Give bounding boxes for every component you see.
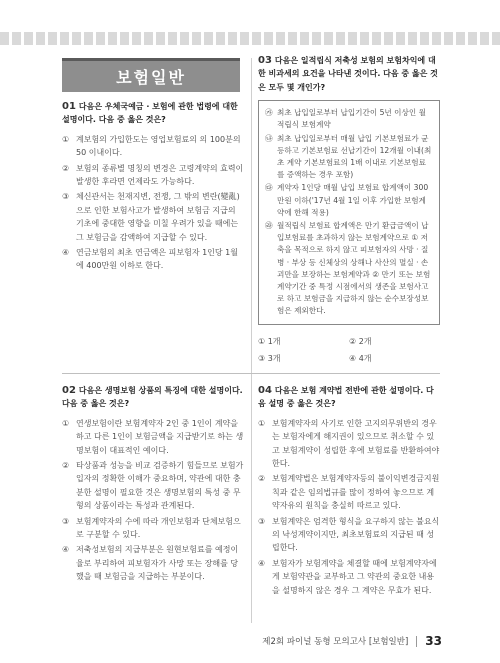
answer-choice — [349, 352, 440, 365]
page-number: 33 — [425, 634, 442, 648]
question-04 — [258, 384, 440, 599]
option — [62, 515, 244, 542]
condition-mark: ㉰ — [265, 183, 273, 193]
option — [62, 162, 244, 189]
option-mark: ④ — [258, 558, 266, 568]
question-01 — [62, 100, 244, 275]
option-mark: ① — [62, 418, 70, 428]
header-stripe — [0, 32, 500, 45]
option — [258, 515, 440, 555]
answer-choices — [258, 335, 440, 366]
question-02 — [62, 384, 244, 586]
answer-mark: ② — [349, 336, 357, 346]
option-mark: ② — [62, 163, 70, 173]
option-mark: ③ — [62, 192, 70, 202]
footer-separator — [416, 636, 417, 647]
condition-mark: ㉮ — [265, 108, 273, 118]
question-stem — [258, 54, 440, 94]
option — [258, 417, 440, 471]
answer-choice — [258, 335, 349, 348]
condition-mark: ㉱ — [265, 221, 273, 231]
option-mark: ① — [258, 418, 266, 428]
option-mark: ① — [62, 134, 70, 144]
option-text: 보험계약법은 보험계약자등의 불이익변경금지원칙과 같은 임의법규를 많이 정하여 놓으므로 계약자유의 원칙을 충실히 따르고 있다. — [272, 474, 440, 511]
option — [62, 246, 244, 273]
question-text: 다음은 우체국예금 · 보험에 관한 법령에 대한 설명이다. 다음 중 옳은 것은? — [62, 102, 238, 125]
option — [258, 557, 440, 597]
footer-exam-title: 제2회 파이널 동형 모의고사 [보험일반] — [262, 637, 409, 647]
option-list — [62, 133, 244, 273]
answer-mark: ① — [258, 336, 266, 346]
question-stem — [62, 384, 244, 411]
question-text: 다음은 생명보험 상품의 특징에 대한 설명이다. 다음 중 옳은 것은? — [62, 386, 243, 409]
option-text: 보험자가 보험계약을 체결할 때에 보험계약자에게 보험약관을 교부하고 그 약관의 중요한 내용을 설명하지 않은 경우 그 계약은 무효가 된다. — [272, 558, 437, 595]
section-title-text: 보험일반 — [116, 68, 186, 87]
page-footer — [262, 634, 442, 648]
section-title — [62, 58, 240, 92]
question-text: 다음은 보험 계약법 전반에 관한 설명이다. 다음 설명 중 옳은 것은? — [258, 386, 434, 409]
option-mark: ② — [62, 461, 70, 471]
option-mark: ③ — [258, 516, 266, 526]
question-text: 다음은 일적립식 저축성 보험의 보험차익에 대한 비과세의 요건을 나타낸 것이다. 다음 중 옳은 것은 모두 몇 개인가? — [258, 56, 438, 92]
answer-text: 3개 — [267, 354, 281, 364]
condition-mark: ㉯ — [265, 133, 273, 143]
condition-text: 최초 납입일로부터 매월 납입 기본보험료가 균등하고 기본보험료 선납기간이 12개월 이내(최초 계약 기본보험료의 1배 이내로 기본보험료를 증액하는 경우 포함) — [277, 133, 432, 180]
question-stem — [258, 384, 440, 411]
question-number: 01 — [62, 101, 76, 112]
condition-box — [258, 100, 440, 324]
option — [62, 459, 244, 513]
condition-item — [265, 182, 433, 219]
option-text: 보험계약은 엄격한 형식을 요구하지 않는 불요식의 낙성계약이지만, 최초보험료의 지급된 때 성립한다. — [272, 516, 440, 553]
option-mark: ④ — [62, 545, 70, 555]
answer-mark: ③ — [258, 354, 266, 364]
question-number: 02 — [62, 385, 76, 396]
column-divider — [251, 58, 252, 623]
answer-choice — [349, 335, 440, 348]
condition-item — [265, 133, 433, 182]
row-divider — [62, 373, 440, 374]
option-mark: ② — [258, 474, 266, 484]
option-text: 체신관서는 천재지변, 전쟁, 그 밖의 변란(變亂)으로 인한 보험사고가 발생하여 보험금 지급의 기초에 중대한 영향을 미칠 우려가 있을 때에는 그 보험금을 감액하여 지급할 수 있다. — [76, 192, 240, 242]
question-number: 03 — [258, 55, 272, 66]
condition-text: 계약자 1인당 매월 납입 보험료 합계액이 300만원 이하('17년 4월 1일 이후 가입한 보험계약에 한해 적용) — [277, 183, 429, 217]
condition-item — [265, 220, 433, 318]
option-text: 보험계약자의 수에 따라 개인보험과 단체보험으로 구분할 수 있다. — [76, 516, 241, 540]
condition-text: 월적립식 보험료 합계액은 만기 환급금액이 납입보험료를 초과하지 않는 보험계약으로 ① 저축을 목적으로 하지 않고 피보험자의 사망 · 질병 · 부상 등 신체상의 상해나 사산의 멸실 · 손괴만을 보장하는 보험계약과 ② 만기 또는 보험 계약기간 중 특정 시점에서의 생존을 보험사고로 하고 보험금을 지급하지 않는 순수보장성보험은 제외한다. — [277, 221, 431, 316]
answer-text: 2개 — [358, 336, 372, 346]
option-text: 연생보험이란 보험계약자 2인 중 1인이 계약을 하고 다른 1인이 보험금액을 지급받기로 하는 생명보험이 대표적인 예이다. — [76, 418, 244, 455]
answer-text: 4개 — [358, 354, 372, 364]
option — [62, 133, 244, 160]
question-number: 04 — [258, 385, 272, 396]
option-text: 연금보험의 최초 연금액은 피보험자 1인당 1월에 400만원 이하로 한다. — [76, 248, 238, 271]
answer-choice — [258, 352, 349, 365]
option-text: 보험계약자의 사기로 인한 고지의무위반의 경우는 보험자에게 해지권이 있으므로 취소할 수 있고 보험계약이 성립한 후에 보험료를 반환하여야 한다. — [272, 418, 440, 469]
answer-mark: ④ — [349, 354, 357, 364]
condition-text: 최초 납입일로부터 납입기간이 5년 이상인 월적립식 보험계약 — [277, 108, 426, 130]
option-text: 보험의 종류별 명칭의 변경은 고령계약의 효력이 발생한 후라면 언제라도 가능하다. — [76, 163, 244, 187]
option-text: 타상품과 성능을 비교 검증하기 힘들므로 보험가입자의 정확한 이해가 중요하며, 약관에 대한 충분한 설명이 필요한 것은 생명보험의 특성 중 무형의 상품이라는 특성과 관계된다. — [76, 461, 244, 511]
option-list — [62, 417, 244, 584]
option-text: 계보험의 가입한도는 영업보험료의 의 100분의 50 이내이다. — [76, 134, 241, 158]
question-03 — [258, 54, 440, 365]
option-mark: ③ — [62, 516, 70, 526]
option — [258, 472, 440, 512]
option-list — [258, 417, 440, 597]
option-mark: ④ — [62, 248, 70, 258]
option-text: 저축성보험의 지급부분은 원현보험료를 예정이율로 부리하여 피보험자가 사망 또는 장해를 당했을 때 보험금을 지급하는 부분이다. — [76, 545, 239, 582]
option — [62, 543, 244, 583]
question-stem — [62, 100, 244, 127]
condition-item — [265, 107, 433, 131]
option — [62, 417, 244, 457]
option — [62, 190, 244, 244]
answer-text: 1개 — [267, 336, 281, 346]
